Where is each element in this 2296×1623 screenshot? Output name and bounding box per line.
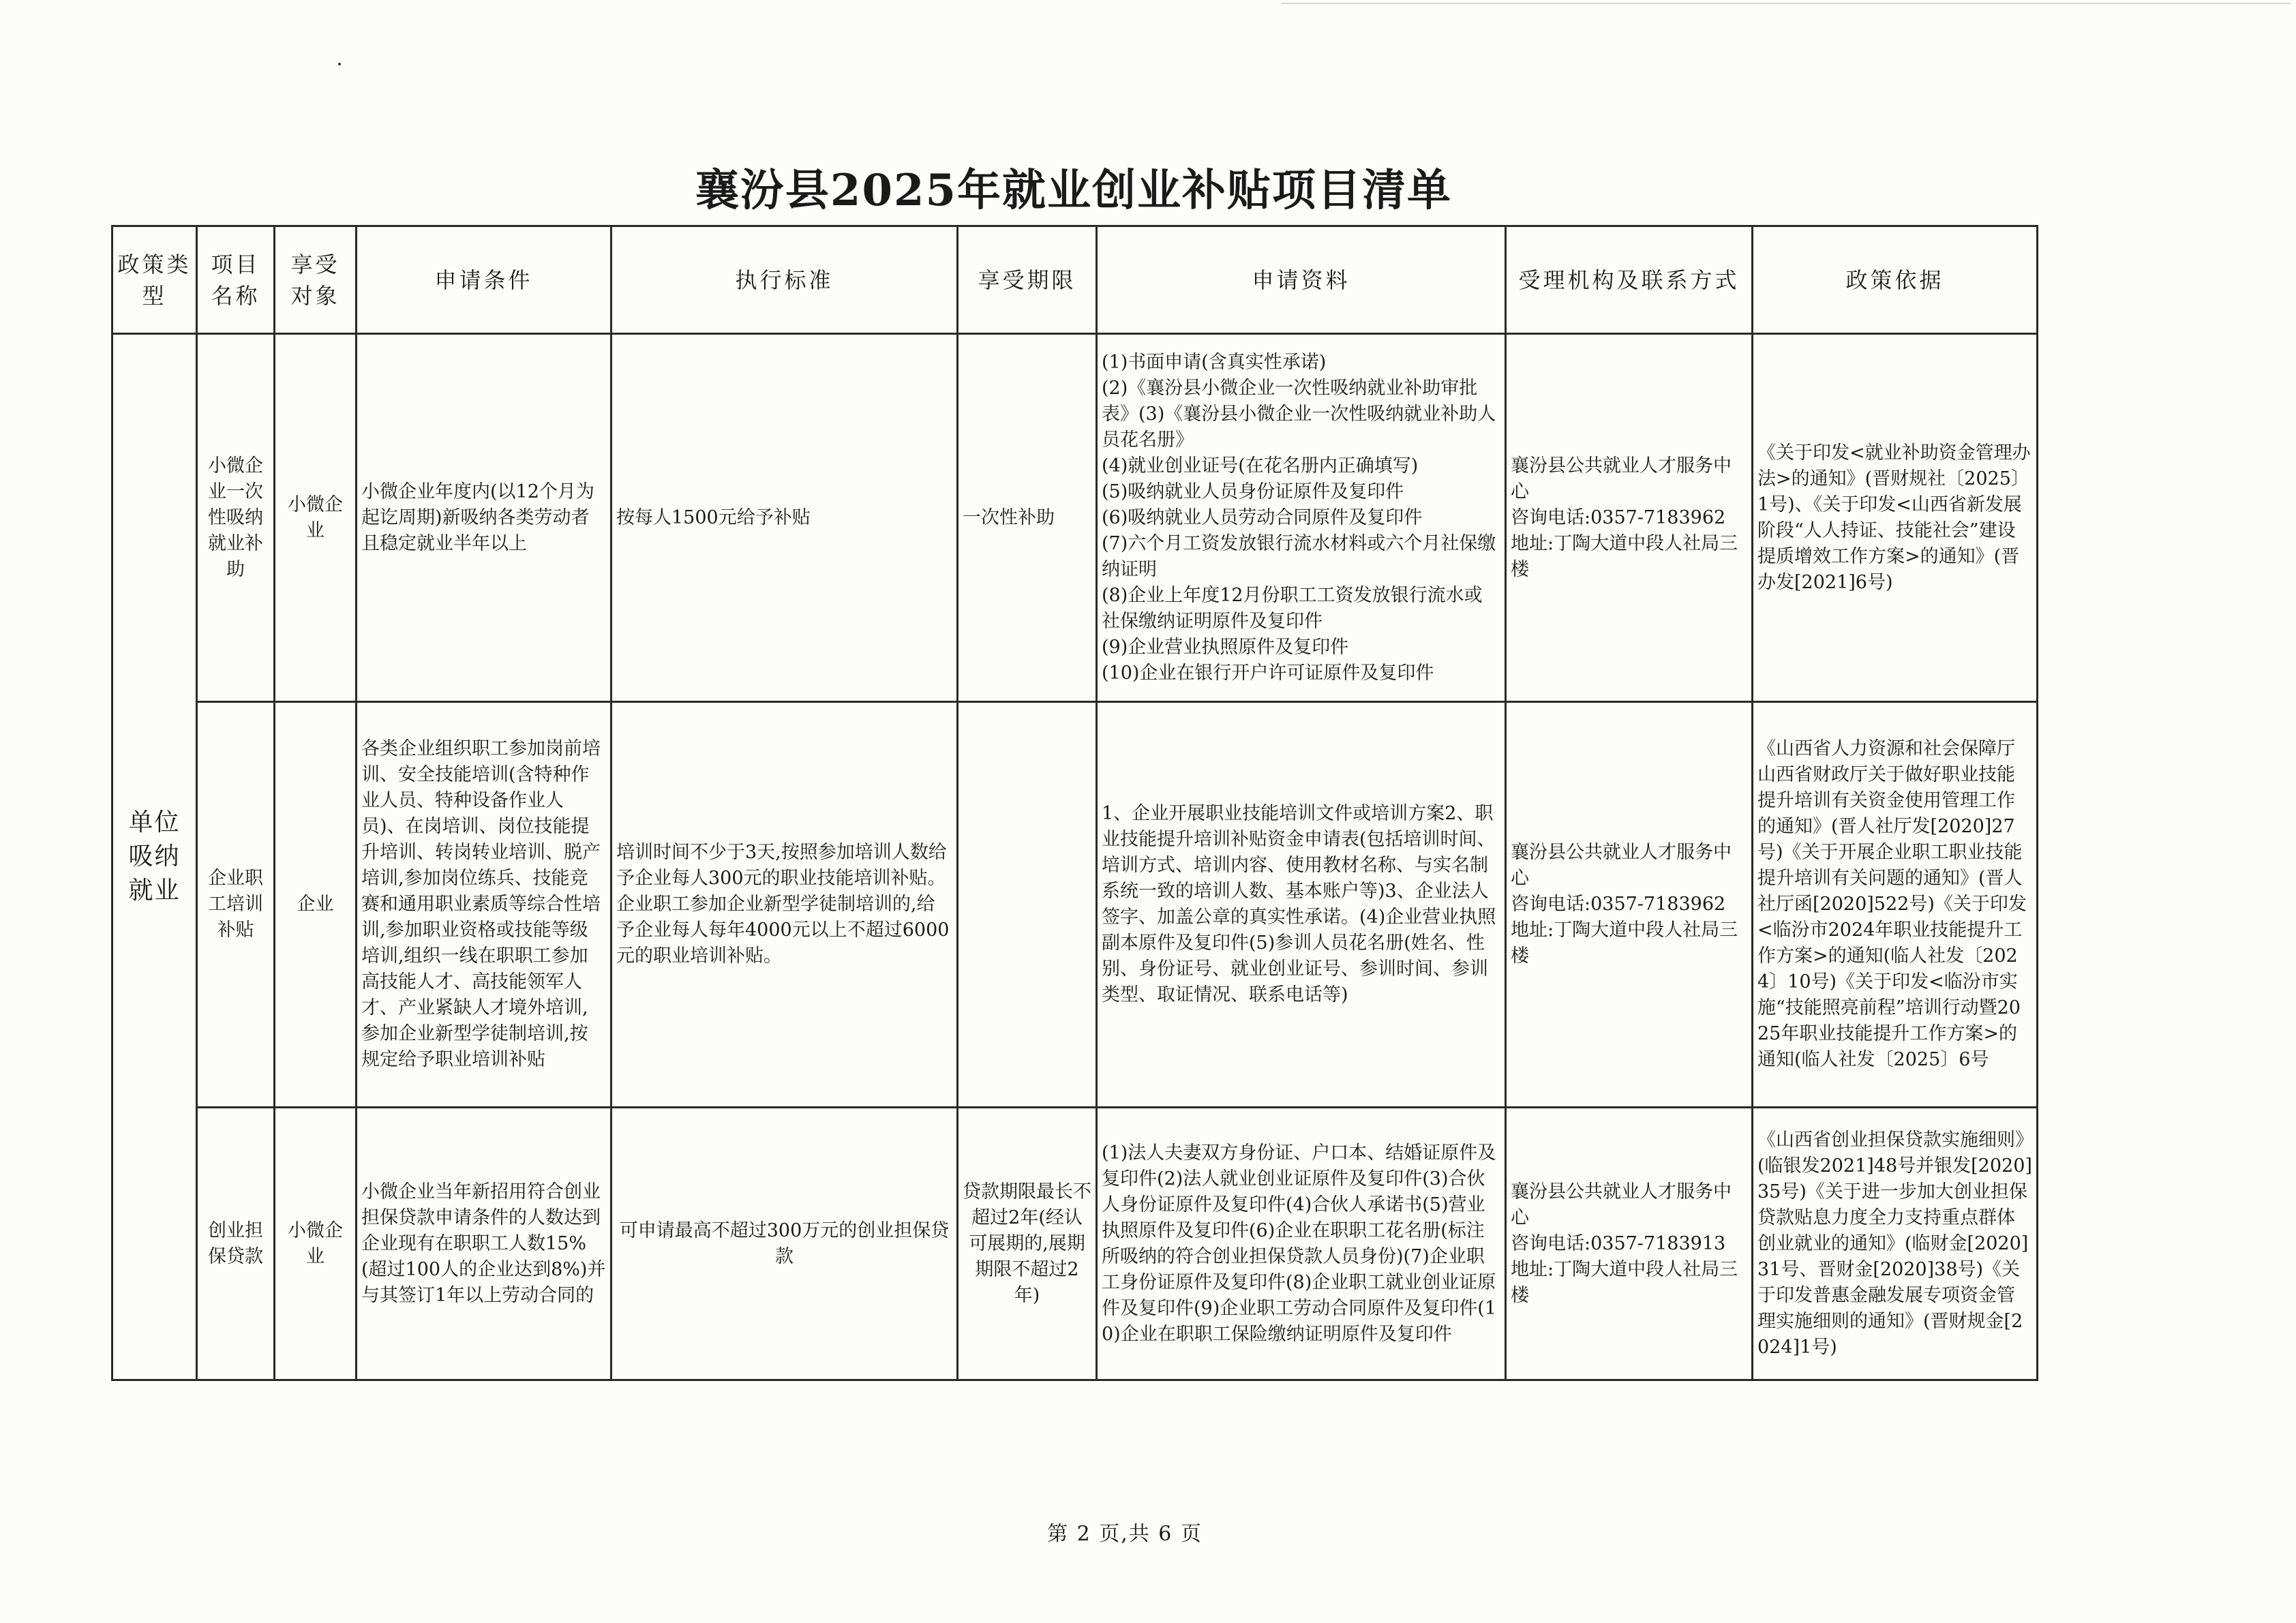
- agency-cell: [1506, 702, 1753, 1108]
- policy-type-cell: 单位吸纳就业: [112, 334, 197, 1380]
- agency-phone: 咨询电话:0357-7183962: [1511, 894, 1726, 915]
- agency-name: 襄汾县公共就业人才服务中心: [1511, 842, 1732, 889]
- material-line: (4)就业创业证号(在花名册内正确填写): [1102, 455, 1419, 476]
- header-project-name: 项目名称: [197, 226, 275, 334]
- target-cell: 小微企业: [275, 1108, 357, 1380]
- condition-cell: 小微企业当年新招用符合创业担保贷款申请条件的人数达到企业现有在职职工人数15%(超过100人的企业达到8%)并与其签订1年以上劳动合同的: [357, 1108, 611, 1380]
- agency-name: 襄汾县公共就业人才服务中心: [1511, 455, 1732, 502]
- standard-cell: 培训时间不少于3天,按照参加培训人数给予企业每人300元的职业技能培训补贴。企业职工参加企业新型学徒制培训的,给予企业每人每年4000元以上不超过6000元的职业培训补贴。: [611, 702, 958, 1108]
- scan-speck: [338, 63, 341, 65]
- period-cell: [958, 702, 1097, 1108]
- header-row: [112, 226, 2038, 334]
- standard-cell: 按每人1500元给予补贴: [611, 334, 958, 702]
- header-agency: 受理机构及联系方式: [1506, 226, 1753, 334]
- header-target: 享受对象: [275, 226, 357, 334]
- header-period: 享受期限: [958, 226, 1097, 334]
- material-line: (6)吸纳就业人员劳动合同原件及复印件: [1102, 506, 1423, 528]
- header-standard: 执行标准: [611, 226, 958, 334]
- header-basis: 政策依据: [1753, 226, 2038, 334]
- header-condition: 申请条件: [357, 226, 611, 334]
- material-line: (10)企业在银行开户许可证原件及复印件: [1102, 662, 1434, 684]
- project-name-cell: 创业担保贷款: [197, 1108, 275, 1380]
- basis-cell: 《关于印发<就业补助资金管理办法>的通知》(晋财规社〔2025〕1号)、《关于印发<山西省新发展阶段“人人持证、技能社会”建设提质增效工作方案>的通知》(晋办发[2021]6号): [1753, 334, 2038, 702]
- project-name-cell: 小微企业一次性吸纳就业补助: [197, 334, 275, 702]
- material-line: (1)书面申请(含真实性承诺): [1102, 351, 1327, 373]
- material-line: (5)吸纳就业人员身份证原件及复印件: [1102, 481, 1404, 502]
- agency-phone: 咨询电话:0357-7183962: [1511, 506, 1726, 528]
- condition-cell: 各类企业组织职工参加岗前培训、安全技能培训(含特种作业人员、特种设备作业人员)、在岗培训、岗位技能提升培训、转岗转业培训、脱产培训,参加岗位练兵、技能竞赛和通用职业素质等综合性培训,参加职业资格或技能等级培训,组织一线在职职工参加高技能人才、高技能领军人才、产业紧缺人才境外培训,参加企业新型学徒制培训,按规定给予职业培训补贴: [357, 702, 611, 1108]
- condition-cell: 小微企业年度内(以12个月为起讫周期)新吸纳各类劳动者且稳定就业半年以上: [357, 334, 611, 702]
- materials-cell: [1097, 334, 1506, 702]
- agency-cell: [1506, 1108, 1753, 1380]
- material-line: (7)六个月工资发放银行流水材料或六个月社保缴纳证明: [1102, 532, 1496, 580]
- period-cell: 一次性补助: [958, 334, 1097, 702]
- table-row: [112, 1108, 2038, 1380]
- agency-address: 地址:丁陶大道中段人社局三楼: [1511, 532, 1738, 580]
- agency-phone: 咨询电话:0357-7183913: [1511, 1232, 1726, 1254]
- standard-cell: 可申请最高不超过300万元的创业担保贷款: [611, 1108, 958, 1380]
- agency-address: 地址:丁陶大道中段人社局三楼: [1511, 1258, 1738, 1306]
- header-policy-type: 政策类型: [112, 226, 197, 334]
- agency-name: 襄汾县公共就业人才服务中心: [1511, 1181, 1732, 1228]
- page-title: 襄汾县2025年就业创业补贴项目清单: [695, 165, 1453, 216]
- table-row: [112, 702, 2038, 1108]
- subsidy-table: [111, 225, 2038, 1381]
- target-cell: 小微企业: [275, 334, 357, 702]
- materials-cell: 1、企业开展职业技能培训文件或培训方案2、职业技能提升培训补贴资金申请表(包括培训时间、培训方式、培训内容、使用教材名称、与实名制系统一致的培训人数、基本账户等)3、企业法人签字、加盖公章的真实性承诺。(4)企业营业执照副本原件及复印件(5)参训人员花名册(姓名、性别、身份证号、就业创业证号、参训时间、参训类型、取证情况、联系电话等): [1097, 702, 1506, 1108]
- basis-cell: 《山西省创业担保贷款实施细则》(临银发2021]48号并银发[2020]35号)《关于进一步加大创业担保贷款贴息力度全力支持重点群体创业就业的通知》(临财金[2020]31号、晋财金[2020]38号)《关于印发普惠金融发展专项资金管理实施细则的通知》(晋财规金[2024]1号): [1753, 1108, 2038, 1380]
- table-row: [112, 334, 2038, 702]
- scan-edge-line: [1282, 3, 2291, 4]
- basis-cell: 《山西省人力资源和社会保障厅 山西省财政厅关于做好职业技能提升培训有关资金使用管理工作的通知》(晋人社厅发[2020]27号)《关于开展企业职工职业技能提升培训有关问题的通知》(晋人社厅函[2020]522号)《关于印发<临汾市2024年职业技能提升工作方案>的通知(临人社发〔2024〕10号)《关于印发<临汾市实施“技能照亮前程”培训行动暨2025年职业技能提升工作方案>的通知(临人社发〔2025〕6号: [1753, 702, 2038, 1108]
- material-line: (2)《襄汾县小微企业一次性吸纳就业补助审批表》(3)《襄汾县小微企业一次性吸纳就业补助人员花名册》: [1102, 377, 1496, 451]
- material-line: (8)企业上年度12月份职工工资发放银行流水或社保缴纳证明原件及复印件: [1102, 584, 1483, 632]
- period-cell: 贷款期限最长不超过2年(经认可展期的,展期期限不超过2年): [958, 1108, 1097, 1380]
- agency-cell: [1506, 334, 1753, 702]
- project-name-cell: 企业职工培训补贴: [197, 702, 275, 1108]
- material-line: (9)企业营业执照原件及复印件: [1102, 636, 1349, 658]
- page-number: 第 2 页,共 6 页: [1047, 1522, 1203, 1546]
- materials-cell: (1)法人夫妻双方身份证、户口本、结婚证原件及复印件(2)法人就业创业证原件及复印件(3)合伙人身份证原件及复印件(4)合伙人承诺书(5)营业执照原件及复印件(6)企业在职职工花名册(标注所吸纳的符合创业担保贷款人员身份)(7)企业职工身份证原件及复印件(8)企业职工就业创业证原件及复印件(9)企业职工劳动合同原件及复印件(10)企业在职职工保险缴纳证明原件及复印件: [1097, 1108, 1506, 1380]
- target-cell: 企业: [275, 702, 357, 1108]
- agency-address: 地址:丁陶大道中段人社局三楼: [1511, 920, 1738, 967]
- header-materials: 申请资料: [1097, 226, 1506, 334]
